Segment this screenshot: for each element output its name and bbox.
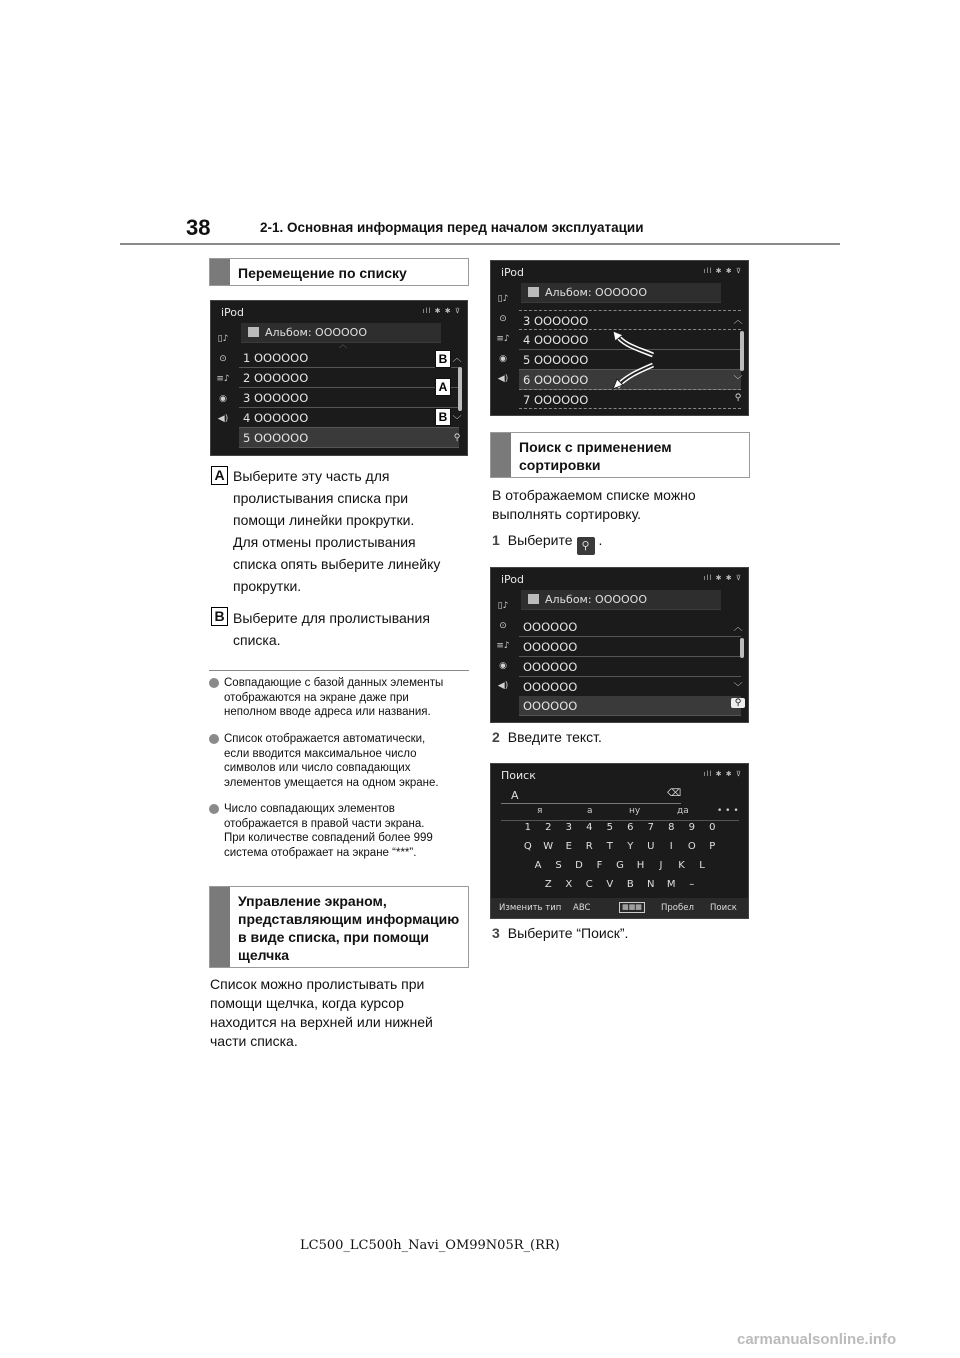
eye-icon[interactable]: ◉ xyxy=(499,354,507,364)
key[interactable]: Q xyxy=(523,841,532,852)
legend-b-label: B xyxy=(211,607,228,626)
sort-intro: В отображаемом списке можно выполнять сортировку. xyxy=(492,487,696,522)
search-icon[interactable]: ⚲ xyxy=(734,393,742,403)
header-divider xyxy=(120,243,840,245)
ipod-list-screen-3 xyxy=(490,567,749,723)
status-icons: ıll ✱ ✱ ⊽ xyxy=(703,574,742,582)
search-input[interactable]: A xyxy=(501,788,681,804)
space-button[interactable]: Пробел xyxy=(661,903,694,913)
screen-title: iPod xyxy=(501,266,525,279)
key[interactable]: I xyxy=(669,841,673,852)
source-icon[interactable]: ▯♪ xyxy=(497,294,509,304)
key[interactable]: B xyxy=(626,879,634,890)
ipod-list-screen-2 xyxy=(490,260,749,416)
document-code: LC500_LC500h_Navi_OM99N05R_(RR) xyxy=(300,1238,560,1253)
click-description: Список можно пролистывать при помощи щелчка, когда курсор находится на верхней или нижней части списка. xyxy=(210,976,433,1049)
scroll-down-icon[interactable]: ﹀ xyxy=(733,683,743,693)
more-suggestions[interactable]: • • • xyxy=(717,806,739,816)
list-item[interactable]: 3 OOOOOO xyxy=(239,388,459,408)
keyboard-bottom-bar xyxy=(491,898,748,918)
key[interactable]: K xyxy=(678,860,685,871)
key[interactable]: 6 xyxy=(627,822,634,833)
list-item[interactable]: 3 OOOOOO xyxy=(519,310,741,330)
scrollbar[interactable] xyxy=(458,367,462,411)
list-item[interactable]: OOOOOO xyxy=(519,617,741,637)
sidebar xyxy=(491,594,515,722)
eye-icon[interactable]: ◉ xyxy=(499,661,507,671)
key[interactable]: V xyxy=(606,879,614,890)
note-2: Список отображается автоматически, если вводится максимальное число символов или число совпадающих элементов умещается на одном экране. xyxy=(224,732,469,790)
volume-icon[interactable]: ◀) xyxy=(497,681,509,691)
key[interactable]: W xyxy=(543,841,554,852)
mode-button[interactable]: ABC xyxy=(573,903,591,913)
key[interactable]: L xyxy=(699,860,705,871)
status-icons: ıll ✱ ✱ ⊽ xyxy=(703,770,742,778)
sidebar xyxy=(491,287,515,415)
callout-b-bottom: B xyxy=(435,408,451,426)
key[interactable]: D xyxy=(575,860,583,871)
step-3: 3 Выберите “Поиск”. xyxy=(492,925,629,941)
key-row-numbers xyxy=(491,822,749,833)
list-item[interactable]: OOOOOO xyxy=(519,657,741,677)
album-header: Альбом: OOOOOO xyxy=(241,323,441,343)
section-heading-scroll-list: Перемещение по списку xyxy=(209,258,469,286)
key[interactable]: F xyxy=(596,860,603,871)
key[interactable]: N xyxy=(647,879,655,890)
key[interactable]: 4 xyxy=(586,822,593,833)
key[interactable]: C xyxy=(585,879,593,890)
key[interactable]: P xyxy=(709,841,716,852)
key-row-q xyxy=(491,841,749,852)
callout-a: A xyxy=(435,378,451,396)
legend-b-text: Выберите для пролистывания списка. xyxy=(233,610,430,648)
suggestion[interactable]: да xyxy=(677,806,689,816)
note-3: Число совпадающих элементов отображается в правой части экрана. При количестве совпадений более 999 система отображает на экране “***”. xyxy=(224,802,469,860)
key-row-z xyxy=(491,879,749,890)
album-header: Альбом: OOOOOO xyxy=(521,590,721,610)
key[interactable]: 1 xyxy=(524,822,531,833)
key[interactable]: Y xyxy=(627,841,634,852)
list-item[interactable]: 5 OOOOOO xyxy=(239,428,459,448)
legend-a-label: A xyxy=(211,466,228,485)
list-item[interactable]: 6 OOOOOO xyxy=(519,370,741,390)
list-item[interactable]: OOOOOO xyxy=(519,696,741,716)
key[interactable]: U xyxy=(647,841,655,852)
screen-title: iPod xyxy=(221,306,245,319)
legend-a-text: Выберите эту часть для пролистывания списка при помощи линейки прокрутки. Для отмены пролистывания списка опять выберите линейку прокрутки. xyxy=(233,468,441,594)
page-number: 38 xyxy=(186,215,211,240)
key[interactable]: R xyxy=(585,841,593,852)
scrollbar[interactable] xyxy=(740,638,744,658)
search-keyboard-screen xyxy=(490,763,749,919)
note-1: Совпадающие с базой данных элементы отображаются на экране даже при неполном вводе адреса или названия. xyxy=(224,676,469,720)
list-icon[interactable]: ≡♪ xyxy=(496,334,510,344)
scroll-up-icon[interactable]: ︿ xyxy=(733,316,743,326)
scrollbar[interactable] xyxy=(740,331,744,371)
list-item[interactable]: 1 OOOOOO xyxy=(239,348,459,368)
list-icon[interactable]: ≡♪ xyxy=(496,641,510,651)
flick-arrows xyxy=(609,329,657,391)
list-item[interactable]: OOOOOO xyxy=(519,677,741,697)
list-item[interactable]: 5 OOOOOO xyxy=(519,350,741,370)
chevron-up-icon: ︿ xyxy=(339,340,347,349)
play-icon[interactable]: ⊙ xyxy=(499,314,507,324)
scroll-up-icon[interactable]: ︿ xyxy=(452,354,462,364)
scroll-down-icon[interactable]: ﹀ xyxy=(452,416,462,426)
suggestion[interactable]: я xyxy=(537,806,543,816)
key[interactable]: 7 xyxy=(647,822,654,833)
key[interactable]: Z xyxy=(544,879,552,890)
key[interactable]: A xyxy=(534,860,542,871)
list-item[interactable]: 4 OOOOOO xyxy=(239,408,459,428)
key-row-a xyxy=(491,860,749,871)
suggestion[interactable]: ну xyxy=(629,806,641,816)
search-icon[interactable]: ⚲ xyxy=(453,433,461,443)
chapter-title: 2-1. Основная информация перед началом эксплуатации xyxy=(260,220,644,235)
list-item[interactable]: 4 OOOOOO xyxy=(519,330,741,350)
eye-icon[interactable]: ◉ xyxy=(219,394,227,404)
list-item[interactable]: 2 OOOOOO xyxy=(239,368,459,388)
keyboard-icon[interactable]: ▦▦▦ xyxy=(619,902,645,913)
search-button[interactable]: ⚲ xyxy=(731,698,745,708)
watermark: carmanualsonline.info xyxy=(737,1331,897,1348)
section-heading-click-screen: Управление экраном, представляющим информацию в виде списка, при помощи щелчка xyxy=(209,886,469,968)
key[interactable]: H xyxy=(636,860,645,871)
suggestion[interactable]: а xyxy=(587,806,593,816)
status-icons: ıll ✱ ✱ ⊽ xyxy=(422,307,461,315)
key[interactable]: 0 xyxy=(709,822,716,833)
section-heading-sort-search: Поиск с применением сортировки xyxy=(490,432,750,478)
key[interactable]: – xyxy=(689,879,695,890)
list-item[interactable]: OOOOOO xyxy=(519,637,741,657)
key[interactable]: 3 xyxy=(565,822,572,833)
sidebar xyxy=(211,327,235,455)
search-button[interactable]: Поиск xyxy=(710,903,737,913)
key[interactable]: 8 xyxy=(668,822,675,833)
album-icon xyxy=(528,287,539,297)
key[interactable]: J xyxy=(659,860,663,871)
key[interactable]: 9 xyxy=(688,822,695,833)
list-icon[interactable]: ≡♪ xyxy=(216,374,230,384)
search-icon: ⚲ xyxy=(577,537,595,555)
ipod-list-screen-1 xyxy=(210,300,468,456)
key[interactable]: 5 xyxy=(606,822,613,833)
step-2: 2 Введите текст. xyxy=(492,729,602,745)
volume-icon[interactable]: ◀) xyxy=(497,374,509,384)
screen-title: iPod xyxy=(501,573,525,586)
key[interactable]: X xyxy=(565,879,573,890)
album-icon xyxy=(248,327,259,337)
status-icons: ıll ✱ ✱ ⊽ xyxy=(703,267,742,275)
list-item[interactable]: 7 OOOOOO xyxy=(519,389,741,409)
screen-title: Поиск xyxy=(501,769,536,782)
change-type-button[interactable]: Изменить тип xyxy=(499,903,562,913)
volume-icon[interactable]: ◀) xyxy=(217,414,229,424)
album-header: Альбом: OOOOOO xyxy=(521,283,721,303)
album-icon xyxy=(528,594,539,604)
backspace-icon[interactable]: ⌫ xyxy=(667,788,682,799)
step-1: 1 Выберите ⚲ . xyxy=(492,529,752,555)
play-icon[interactable]: ⊙ xyxy=(499,621,507,631)
scroll-up-icon[interactable]: ︿ xyxy=(733,623,743,633)
key[interactable]: T xyxy=(606,841,613,852)
key[interactable]: 2 xyxy=(545,822,552,833)
scroll-down-icon[interactable]: ﹀ xyxy=(733,376,743,386)
source-icon[interactable]: ▯♪ xyxy=(497,601,509,611)
key[interactable]: S xyxy=(555,860,562,871)
callout-b-top: B xyxy=(435,350,451,368)
key[interactable]: E xyxy=(565,841,572,852)
key[interactable]: M xyxy=(666,879,676,890)
source-icon[interactable]: ▯♪ xyxy=(217,334,229,344)
key[interactable]: G xyxy=(616,860,624,871)
key[interactable]: O xyxy=(687,841,696,852)
play-icon[interactable]: ⊙ xyxy=(219,354,227,364)
notes-divider xyxy=(209,670,469,671)
